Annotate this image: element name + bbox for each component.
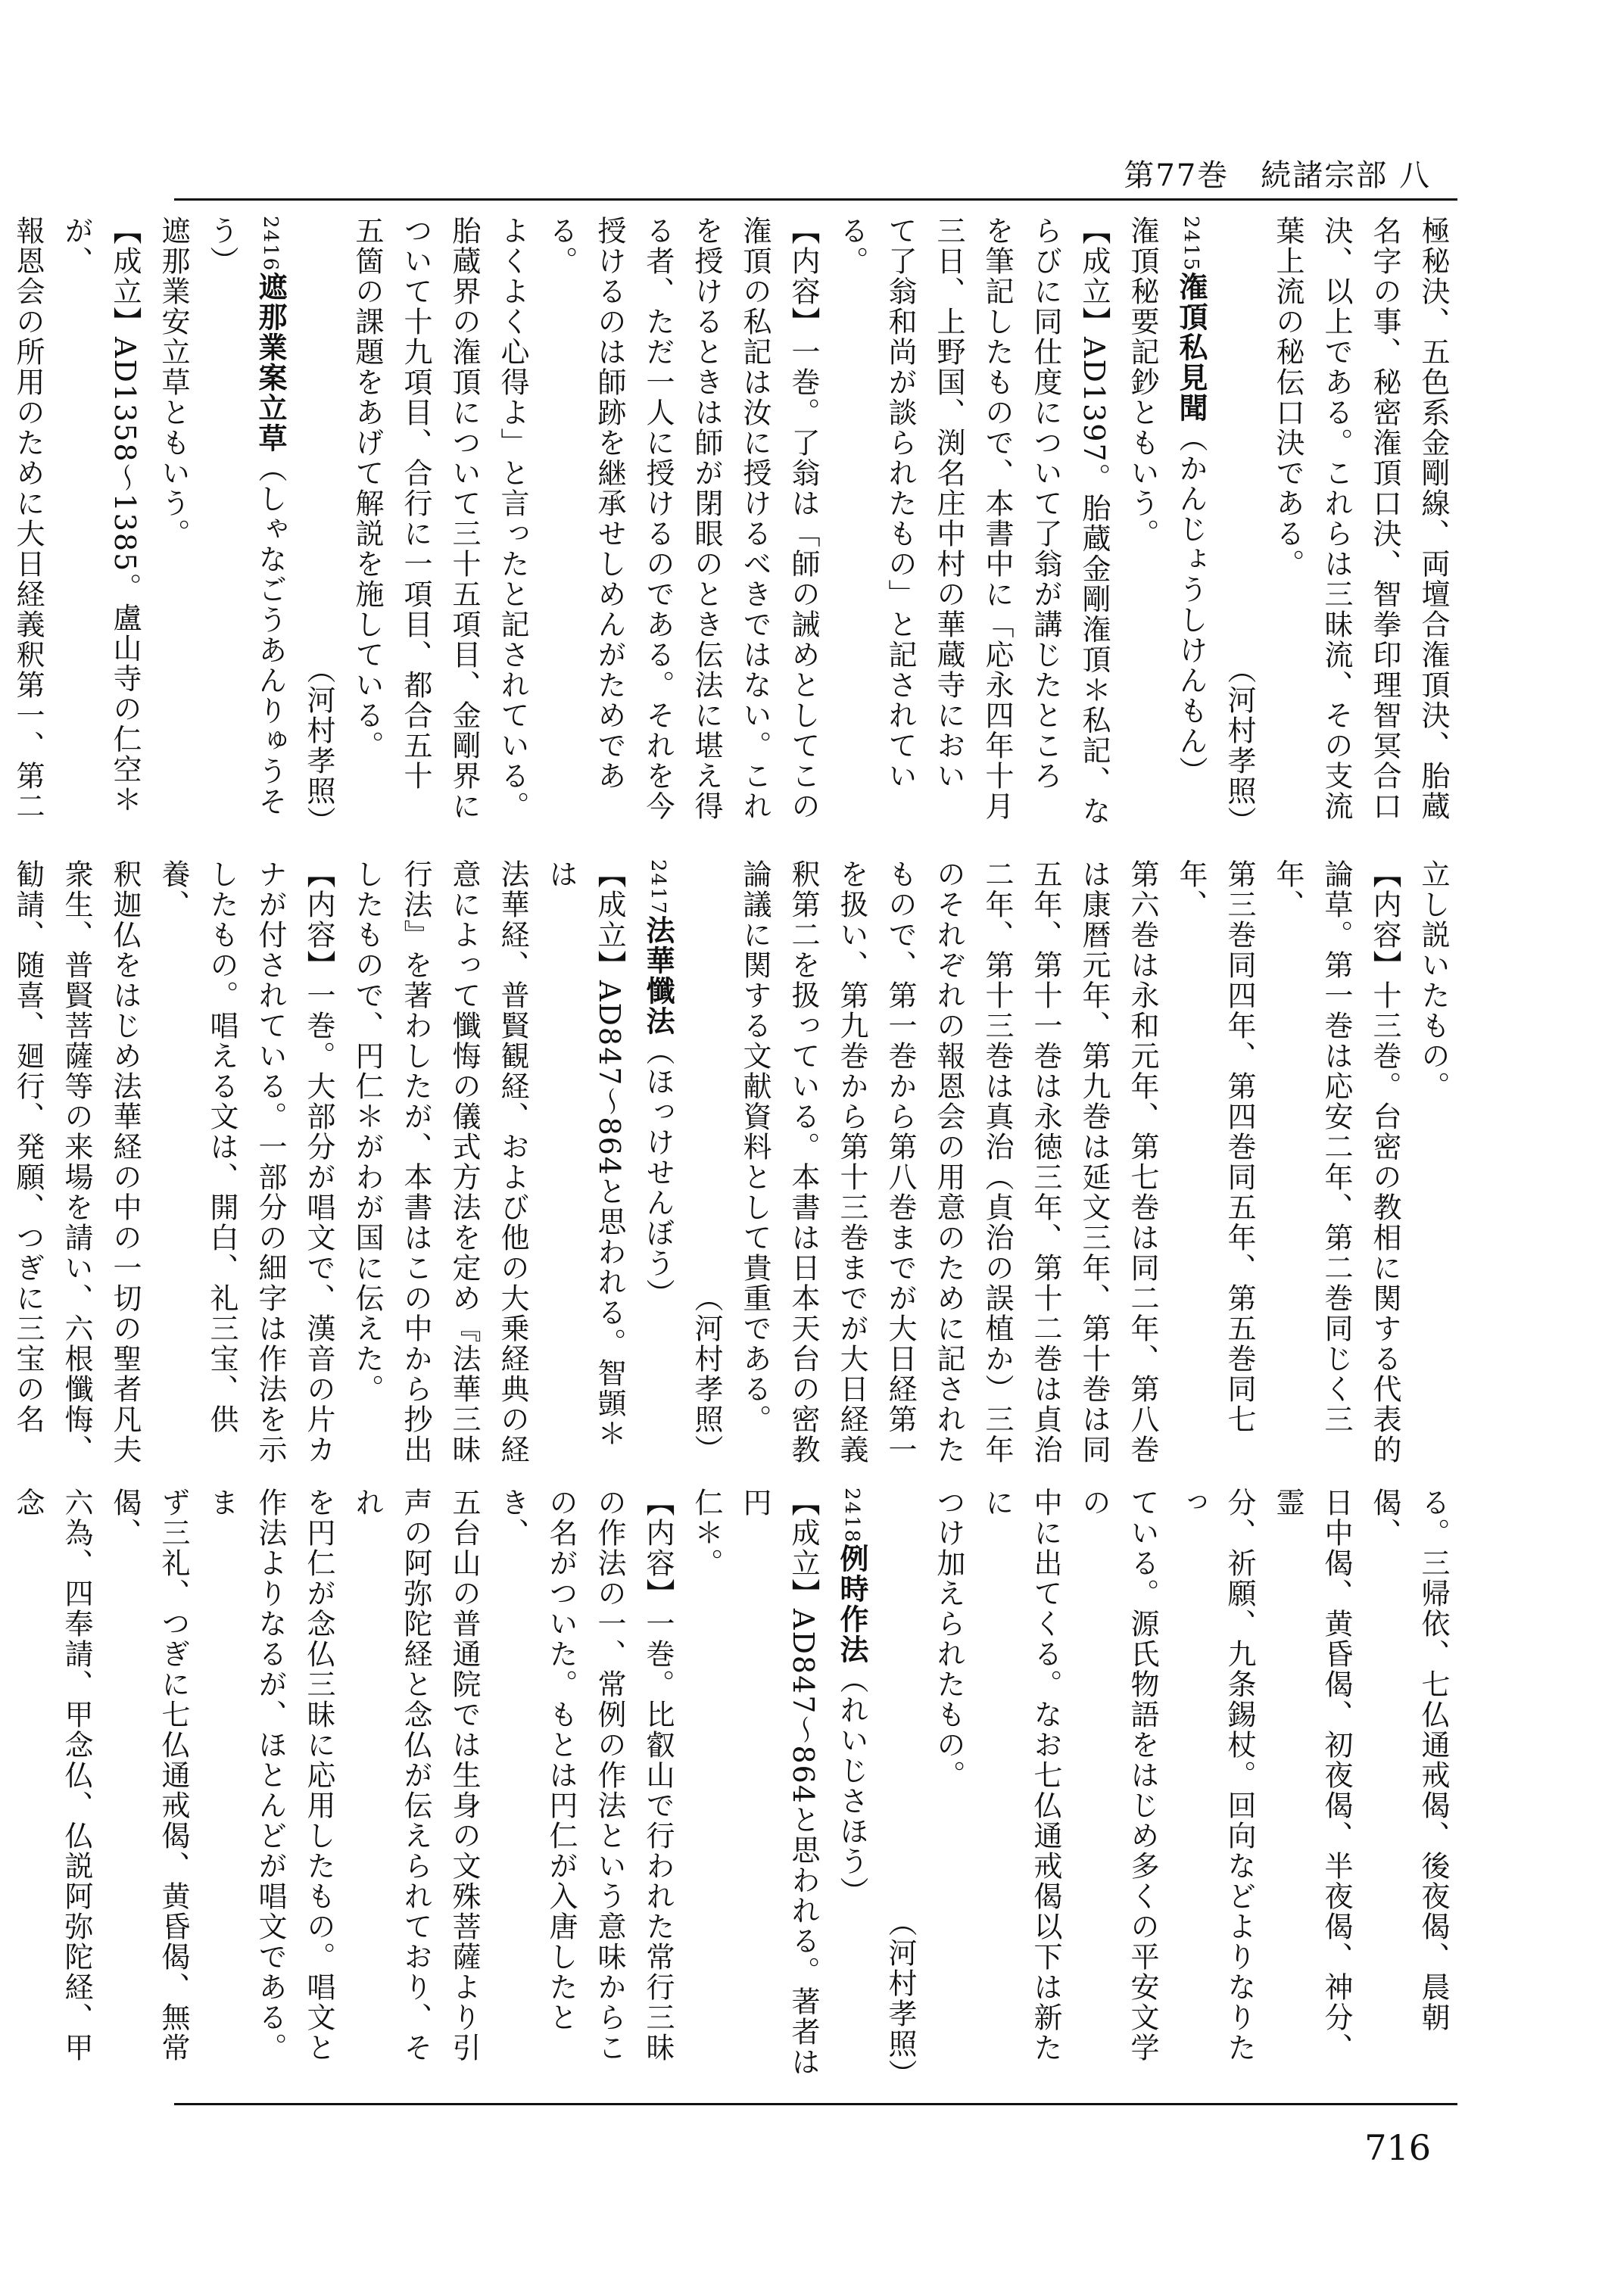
section-label: 続諸宗部 八 [1261,158,1431,193]
footer-rule [174,2103,1457,2105]
entry-reading: （しゃなごうあんりゅうそう） [205,216,287,818]
line: 釈迦仏をはじめ法華経の中の一切の聖者凡夫 [108,859,142,1465]
line: 第六巻は永和元年、第七巻は同二年、第八巻 [1126,859,1159,1465]
line: したもの。唱える文は、開白、礼三宝、供養、 [157,859,238,1435]
line: の名がついた。もとは円仁が入唐したとき、 [496,1488,578,2033]
line: ている。源氏物語をはじめ多くの平安文学の [1077,1488,1159,2063]
line: 五箇の課題をあげて解説を施している。 [351,216,384,761]
line: 声の阿弥陀経と念仏が伝えられており、それ [351,1488,432,2063]
entry-heading [198,216,295,837]
entry-number: 2417 [647,859,669,916]
line: 【成立】AD1358～1385。盧山寺の仁空＊が、 [60,216,142,815]
entry-reading: （かんじょうしけんもん） [1174,423,1208,787]
line: 【内容】一巻。大部分が唱文で、漢音の片カ [302,859,335,1465]
author-credit: （河村孝照） [884,1908,917,2089]
entry-number: 2415 [1180,216,1202,273]
author-credit: （河村孝照） [690,1283,723,1465]
line: て了翁和尚が談られたもの」と記されている。 [835,216,917,791]
line: 中に出てくる。なお七仏通戒偈以下は新たに [980,1488,1062,2063]
line: 葉上流の秘伝口決である。 [1271,216,1304,579]
line: を授けるときは師が閉眼のとき伝法に堪え得 [690,216,723,821]
line: 【内容】一巻。比叡山で行われた常行三昧 [641,1488,675,2063]
author-credit: （河村孝照） [302,655,335,837]
line: る者、ただ一人に授けるのである。それを今 [641,216,675,821]
line: 報恩会の所用のために大日経義釈第一、第二 [11,216,45,821]
line [0,216,4,837]
line: 五年、第十一巻は永徳三年、第十二巻は貞治 [1029,859,1062,1465]
page-number: 716 [1364,2127,1431,2168]
line: 【成立】AD1397。胎蔵金剛潅頂＊私記、な [1077,216,1111,827]
line: らびに同仕度について了翁が講じたところ [1029,216,1062,791]
entry-reading: （ほっけせんぼう） [641,1036,675,1310]
line: 釈第二を扱っている。本書は日本天台の密教 [787,859,820,1465]
entry-number: 2418 [840,1488,863,1544]
line: 法華経、普賢観経、および他の大乗経典の経 [496,859,529,1465]
line: 二年、第十三巻は真治（貞治の誤植か）三年 [980,859,1014,1465]
line: 【内容】十三巻。台密の教相に関する代表的 [1368,859,1401,1465]
line: を円仁が念仏三昧に応用したもの。唱文と [302,1488,335,2063]
line: 第三巻同四年、第四巻同五年、第五巻同七年、 [1174,859,1256,1435]
volume-label: 第77巻 [1124,158,1230,193]
line [0,1488,4,2089]
line: 作法よりなるが、ほとんどが唱文である。ま [205,1488,287,2063]
line: 衆生、普賢菩薩等の来場を請い、六根懺悔、 [60,859,93,1465]
line: 【内容】一巻。了翁は「師の誡めとしてこの [787,216,820,821]
author-credit: （河村孝照） [1223,655,1256,837]
text-tier-top [11,216,1457,837]
line: 【成立】AD847～864と思われる。智顗＊は [544,859,626,1449]
line: 遮那業安立草ともいう。 [157,216,190,549]
line: る。三帰依、七仏通戒偈、後夜偈、晨朝偈、 [1368,1488,1450,2033]
header-rule [174,198,1457,201]
entry-heading [1167,216,1215,837]
entry-heading [634,859,682,1465]
entry-reading: （れいじさほう） [835,1665,868,1908]
line: 仁＊。 [690,1488,723,1578]
line: は康暦元年、第九巻は延文三年、第十巻は同 [1077,859,1111,1465]
line: 潅頂の私記は汝に授けるべきではない。これ [738,216,771,821]
line: ず三礼、つぎに七仏通戒偈、黄昏偈、無常偈、 [108,1488,190,2063]
line: つけ加えられたもの。 [932,1488,965,1790]
line: 立し説いたもの。 [1417,859,1450,1101]
line: 意によって懺悔の儀式方法を定め『法華三昧 [447,859,481,1465]
line: を扱い、第九巻から第十三巻までが大日経義 [835,859,868,1465]
line: ナが付されている。一部分の細字は作法を示 [254,859,287,1465]
line: 名字の事、秘密潅頂口決、智拳印理智冥合口 [1368,216,1401,821]
line: 三日、上野国、渕名庄中村の華蔵寺におい [932,216,965,791]
line: 六為、四奉請、甲念仏、仏説阿弥陀経、甲念 [11,1488,93,2063]
line: ついて十九項目、合行に一項目、都合五十 [399,216,432,791]
line: 行法』を著わしたが、本書はこの中から抄出 [399,859,432,1465]
entry-title: 法華懺法 [641,915,675,1037]
line: のそれぞれの報恩会の用意のために記された [932,859,965,1465]
line: よくよく心得よ」と言ったと記されている。 [496,216,529,821]
line [0,859,4,1465]
line: 決、以上である。これらは三昧流、その支流 [1320,216,1353,821]
entry-title: 例時作法 [835,1544,869,1665]
running-header [1124,151,1431,195]
entry-number: 2416 [259,216,282,273]
line: 論草。第一巻は応安二年、第二巻同じく三年、 [1271,859,1353,1435]
line: 胎蔵界の潅頂について三十五項目、金剛界に [447,216,481,821]
entry-title: 潅頂私見聞 [1174,272,1208,424]
line: したもので、円仁＊がわが国に伝えた。 [351,859,384,1404]
entry-title: 遮那業案立草 [254,272,288,454]
line: を筆記したもので、本書中に「応永四年十月 [980,216,1014,821]
line: 日中偈、黄昏偈、初夜偈、半夜偈、神分、霊 [1271,1488,1353,2063]
line: 極秘決、五色系金剛線、両壇合潅頂決、胎蔵 [1417,216,1450,821]
line: 授けるのは師跡を継承せしめんがためである。 [544,216,626,791]
text-tier-bottom [11,1488,1457,2089]
line: 分、祈願、九条錫杖。回向などよりなりたっ [1174,1488,1256,2063]
line: もので、第一巻から第八巻までが大日経第一 [884,859,917,1465]
line: 勧請、随喜、廻行、発願、つぎに三宝の名 [11,859,45,1435]
text-tier-middle [11,859,1457,1465]
line: 【成立】AD847～864と思われる。著者は円 [738,1488,820,2077]
line: 論議に関する文献資料として貴重である。 [738,859,771,1435]
entry-heading [828,1488,876,2089]
line: 五台山の普通院では生身の文殊菩薩より引 [447,1488,481,2063]
line: 潅頂秘要記鈔ともいう。 [1126,216,1159,549]
line: の作法の一、常例の作法という意味からこ [593,1488,626,2063]
